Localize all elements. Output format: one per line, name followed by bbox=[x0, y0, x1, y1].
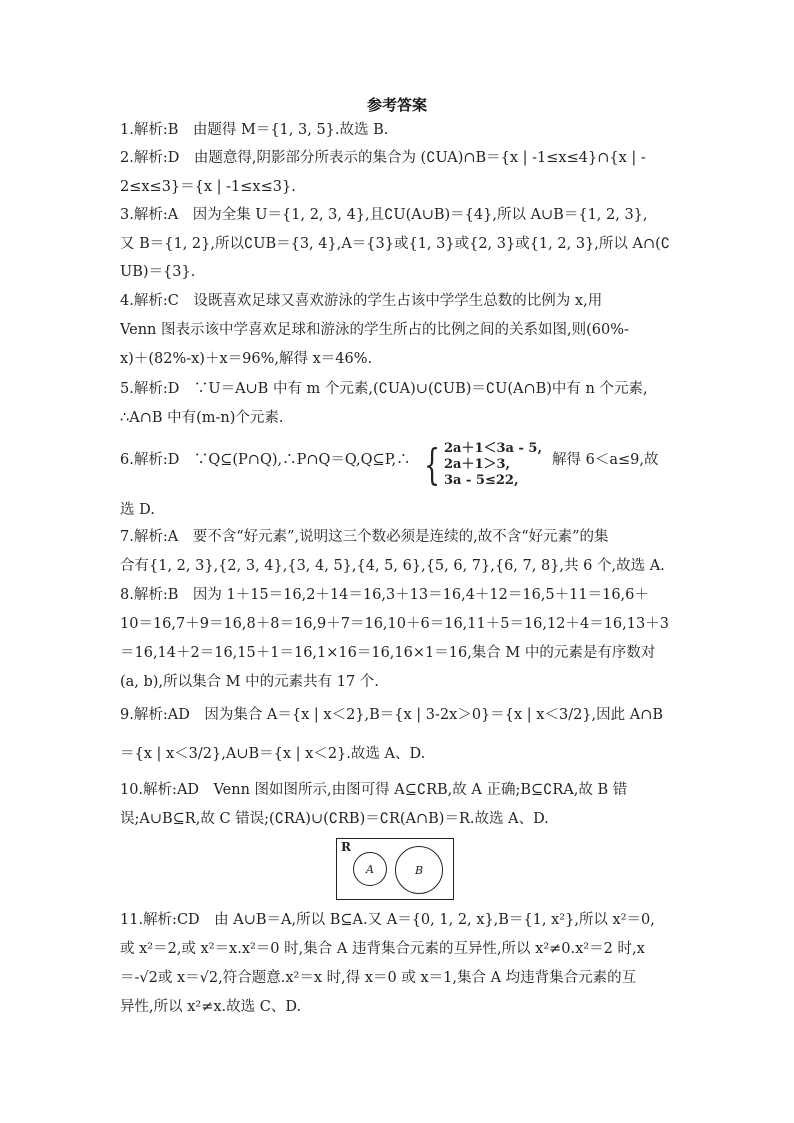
venn-circle-a bbox=[353, 852, 387, 886]
answer-line: 10＝16,7＋9＝16,8＋8＝16,9＋7＝16,10＋6＝16,11＋5＝16,12＋4＝16,13＋3 bbox=[120, 616, 669, 632]
answer-line: 4.解析:C 设既喜欢足球又喜欢游泳的学生占该中学学生总数的比例为 x,用 bbox=[120, 293, 603, 309]
answer-line: 10.解析:AD Venn 图如图所示,由图可得 A⊆∁RB,故 A 正确;B⊆∁RA,故 B 错 bbox=[120, 782, 628, 798]
q6-system-eq2: 2a＋1＞3, bbox=[444, 457, 511, 472]
answer-line: 8.解析:B 因为 1＋15＝16,2＋14＝16,3＋13＝16,4＋12＝16,5＋11＝16,6＋ bbox=[120, 587, 649, 603]
answer-line: UB)＝{3}. bbox=[120, 264, 196, 280]
q6-system-eq1: 2a＋1＜3a - 5, bbox=[444, 441, 543, 456]
answer-line: 5.解析:D ∵U＝A∪B 中有 m 个元素,(∁UA)∪(∁UB)＝∁U(A∩B)中有 n 个元素, bbox=[120, 381, 648, 397]
page-title: 参考答案 bbox=[366, 96, 427, 114]
answer-line: 合有{1, 2, 3},{2, 3, 4},{3, 4, 5},{4, 5, 6},{5, 6, 7},{6, 7, 8},共 6 个,故选 A. bbox=[120, 558, 665, 574]
answer-line: 选 D. bbox=[120, 502, 155, 518]
venn-universe-label: R bbox=[341, 840, 351, 854]
answer-line: 或 x²＝2,或 x²＝x.x²＝0 时,集合 A 违背集合元素的互异性,所以 x²≠0.x²＝2 时,x bbox=[120, 941, 645, 957]
answer-line: (a, b),所以集合 M 中的元素共有 17 个. bbox=[120, 674, 379, 690]
answer-line: ＝{x | x＜3/2},A∪B＝{x | x＜2}.故选 A、D. bbox=[120, 746, 426, 762]
venn-circle-b bbox=[395, 846, 443, 894]
answer-line: ＝-√2或 x＝√2,符合题意.x²＝x 时,得 x＝0 或 x＝1,集合 A 均违背集合元素的互 bbox=[120, 970, 637, 986]
answer-line: 1.解析:B 由题得 M＝{1, 3, 5}.故选 B. bbox=[120, 122, 389, 138]
answer-line: x)＋(82%-x)＋x＝96%,解得 x＝46%. bbox=[120, 351, 373, 367]
q6-system-eq3: 3a - 5≤22, bbox=[444, 473, 519, 488]
answer-line: 6.解析:D ∵Q⊆(P∩Q),∴P∩Q＝Q,Q⊆P,∴ bbox=[120, 452, 411, 468]
answer-line: ∴A∩B 中有(m-n)个元素. bbox=[120, 410, 284, 426]
answer-line: ＝16,14＋2＝16,15＋1＝16,1×16＝16,16×1＝16,集合 M 中的元素是有序数对 bbox=[120, 645, 656, 661]
answer-line: 2.解析:D 由题意得,阴影部分所表示的集合为 (∁UA)∩B＝{x | -1≤x≤4}∩{x | - bbox=[120, 150, 646, 166]
system-brace: { bbox=[424, 440, 441, 489]
answer-line: 又 B＝{1, 2},所以∁UB＝{3, 4},A＝{3}或{1, 3}或{2, 3}或{1, 2, 3},所以 A∩(∁ bbox=[120, 236, 670, 252]
answer-line: 7.解析:A 要不含“好元素”,说明这三个数必须是连续的,故不含“好元素”的集 bbox=[120, 529, 609, 545]
answer-line: 9.解析:AD 因为集合 A＝{x | x＜2},B＝{x | 3-2x＞0}＝{x | x＜3/2},因此 A∩B bbox=[120, 707, 664, 723]
q6-tail: 解得 6＜a≤9,故 bbox=[552, 452, 659, 468]
venn-label-a: A bbox=[366, 862, 374, 876]
answer-line: 3.解析:A 因为全集 U＝{1, 2, 3, 4},且∁U(A∪B)＝{4},所以 A∪B＝{1, 2, 3}, bbox=[120, 207, 648, 223]
answer-line: 2≤x≤3}＝{x | -1≤x≤3}. bbox=[120, 179, 296, 195]
answer-line: 误;A∪B⊆R,故 C 错误;(∁RA)∪(∁RB)＝∁R(A∩B)＝R.故选 A、D. bbox=[120, 811, 549, 827]
venn-label-b: B bbox=[414, 863, 424, 877]
answer-line: 11.解析:CD 由 A∪B＝A,所以 B⊆A.又 A＝{0, 1, 2, x},B＝{1, x²},所以 x²＝0, bbox=[120, 912, 655, 928]
answer-line: 异性,所以 x²≠x.故选 C、D. bbox=[120, 999, 302, 1015]
q6-system bbox=[444, 441, 542, 489]
answer-line: Venn 图表示该中学喜欢足球和游泳的学生所占的比例之间的关系如图,则(60%- bbox=[120, 322, 629, 338]
venn-diagram bbox=[336, 838, 454, 900]
